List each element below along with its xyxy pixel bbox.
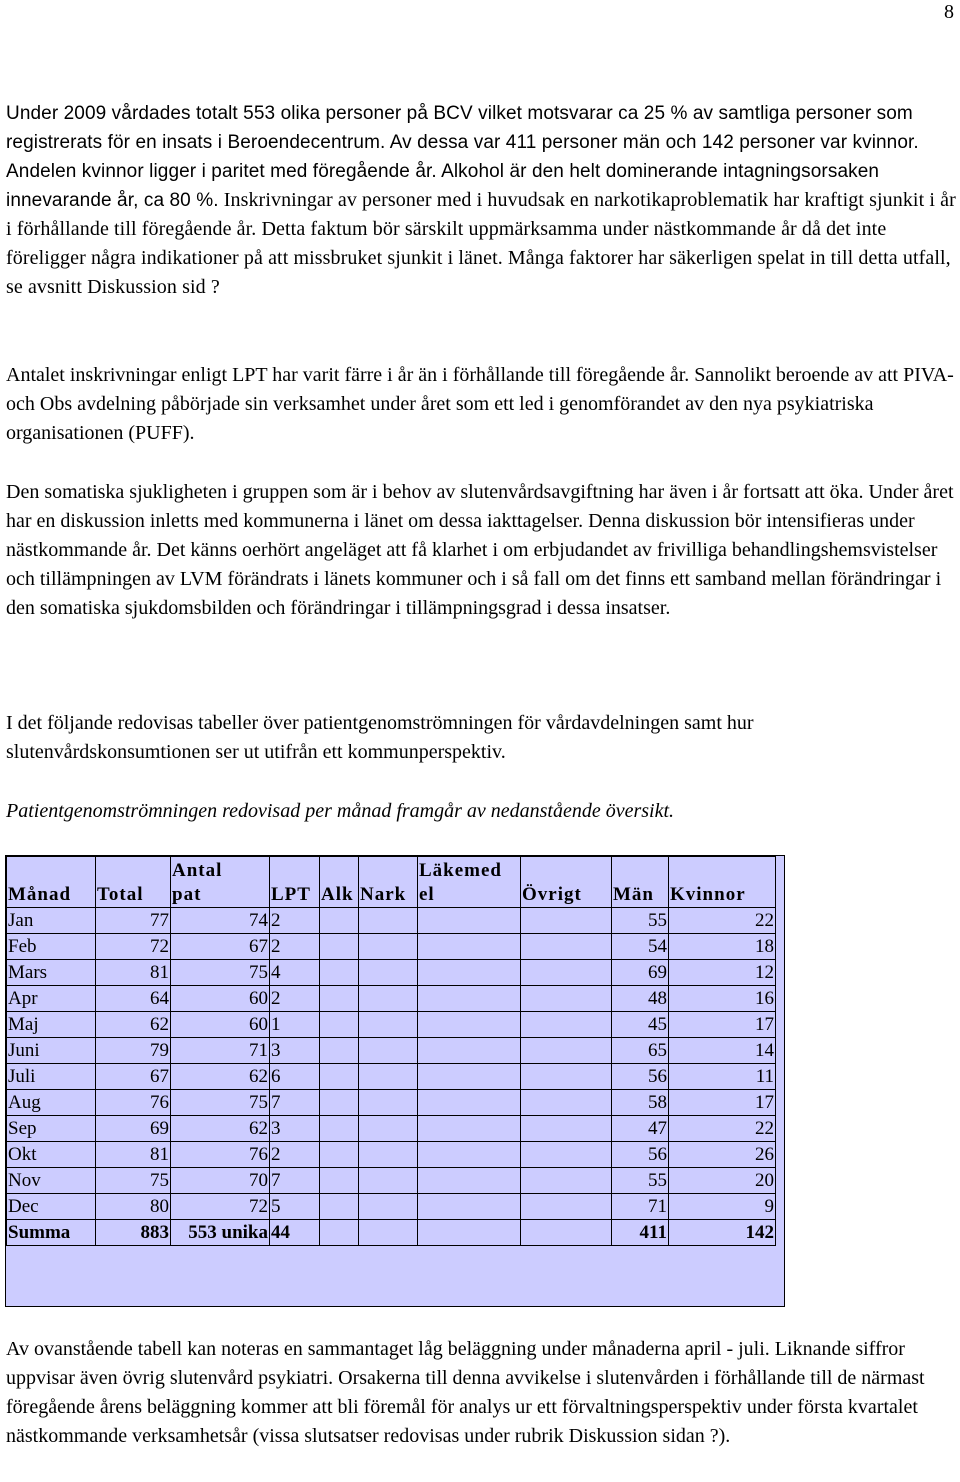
cell-antal-pat: 74 <box>171 908 270 934</box>
paragraph-bcv-summary-part2: Inskrivningar av personer med i huvudsak en narkotikaproblematik har kraftigt sjunkit i år i förhållande till föregående år. Detta faktum bör särskilt uppmärksamma under nästkommande år då det inte föreligger några indikationer på att missbruket sjunkit i länet. Många faktorer har säkerligen spelat in till detta utfall, se avsnitt Diskussion sid ? <box>6 189 956 298</box>
cell-nark <box>359 1064 418 1090</box>
table-row <box>7 908 776 934</box>
cell-antal-pat: 60 <box>171 1012 270 1038</box>
cell-lpt: 5 <box>270 1194 320 1220</box>
table-row <box>7 960 776 986</box>
cell-total: 79 <box>96 1038 171 1064</box>
cell-lpt: 2 <box>270 986 320 1012</box>
cell-month: Juni <box>7 1038 96 1064</box>
cell-ovrigt <box>521 934 612 960</box>
cell-total: 67 <box>96 1064 171 1090</box>
table-row <box>7 1168 776 1194</box>
header-kvinnor: Kvinnor <box>669 857 776 908</box>
cell-kvinnor: 20 <box>669 1168 776 1194</box>
cell-nark <box>359 1168 418 1194</box>
cell-lpt: 4 <box>270 960 320 986</box>
cell-lakemedel <box>418 934 521 960</box>
cell-antal-pat: 72 <box>171 1194 270 1220</box>
cell-total: 81 <box>96 1142 171 1168</box>
cell-alk <box>320 986 359 1012</box>
cell-alk <box>320 1012 359 1038</box>
table-row <box>7 1064 776 1090</box>
cell-antal-pat: 67 <box>171 934 270 960</box>
cell-month: Mars <box>7 960 96 986</box>
cell-kvinnor: 22 <box>669 908 776 934</box>
paragraph-somatic: Den somatiska sjukligheten i gruppen som är i behov av slutenvårdsavgiftning har även i år fortsatt att öka. Under året har en diskussion inletts med kommunerna i länet om dessa iakttagelser. Denna diskussion bör intensifieras under nästkommande år. Det känns oerhört angeläget att få klarhet i om erbjudandet av frivilliga behandlingshemsvistelser och tillämpningen av LVM förändrats i länets kommuner och i så fall om det finns ett samband mellan förändringar i den somatiska sjukdomsbilden och förändringar i tillämpningsgrad i dessa insatser. <box>6 481 954 619</box>
cell-lakemedel <box>418 1038 521 1064</box>
cell-man: 54 <box>612 934 669 960</box>
cell-month: Feb <box>7 934 96 960</box>
table-body <box>7 908 776 1246</box>
cell-man: 56 <box>612 1142 669 1168</box>
cell-ovrigt <box>521 1038 612 1064</box>
cell-total: 64 <box>96 986 171 1012</box>
header-nark: Nark <box>359 857 418 908</box>
cell-alk <box>320 1090 359 1116</box>
cell-lakemedel <box>418 1064 521 1090</box>
cell-month: Jan <box>7 908 96 934</box>
cell-man: 58 <box>612 1090 669 1116</box>
cell-antal-pat: 71 <box>171 1038 270 1064</box>
paragraph-analysis: Av ovanstående tabell kan noteras en sammantaget låg beläggning under månaderna april - juli. Liknande siffror uppvisar även övrig slutenvård psykiatri. Orsakerna till denna avvikelse i slutenvården i förhållande till de närmast föregående årens beläggning kommer att bli föremål för analys ur ett förvaltningsperspektiv under första kvartalet nästkommande verksamhetsår (vissa slutsatser redovisas under rubrik Diskussion sidan ?). <box>6 1338 925 1447</box>
paragraph-tables-intro: I det följande redovisas tabeller över patientgenomströmningen för vårdavdelningen samt hur slutenvårdskonsumtionen ser ut utifrån ett kommunperspektiv. <box>6 712 754 763</box>
cell-lpt: 3 <box>270 1038 320 1064</box>
cell-alk <box>320 1220 359 1246</box>
cell-lakemedel <box>418 1116 521 1142</box>
cell-kvinnor: 18 <box>669 934 776 960</box>
cell-lakemedel <box>418 1168 521 1194</box>
table-row <box>7 1012 776 1038</box>
cell-nark <box>359 934 418 960</box>
header-lakemedel-line1: Läkemed <box>419 860 502 881</box>
cell-antal-pat: 553 unika <box>171 1220 270 1246</box>
cell-ovrigt <box>521 1194 612 1220</box>
cell-lakemedel <box>418 1220 521 1246</box>
header-alk: Alk <box>320 857 359 908</box>
cell-kvinnor: 9 <box>669 1194 776 1220</box>
cell-antal-pat: 75 <box>171 1090 270 1116</box>
cell-lpt: 44 <box>270 1220 320 1246</box>
cell-ovrigt <box>521 1064 612 1090</box>
cell-antal-pat: 76 <box>171 1142 270 1168</box>
cell-lpt: 1 <box>270 1012 320 1038</box>
cell-alk <box>320 1168 359 1194</box>
cell-alk <box>320 934 359 960</box>
cell-antal-pat: 62 <box>171 1116 270 1142</box>
cell-lakemedel <box>418 908 521 934</box>
table-row <box>7 1194 776 1220</box>
patient-flow-table <box>6 856 776 1246</box>
cell-man: 69 <box>612 960 669 986</box>
cell-ovrigt <box>521 1220 612 1246</box>
cell-kvinnor: 16 <box>669 986 776 1012</box>
cell-man: 55 <box>612 1168 669 1194</box>
cell-nark <box>359 1116 418 1142</box>
cell-man: 45 <box>612 1012 669 1038</box>
cell-total: 62 <box>96 1012 171 1038</box>
paragraph-lpt: Antalet inskrivningar enligt LPT har varit färre i år än i förhållande till föregående år. Sannolikt beroende av att PIVA- och Obs avdelning påbörjade sin verksamhet under året som ett led i genomförandet av den nya psykiatriska organisationen (PUFF). <box>6 364 954 444</box>
cell-nark <box>359 1038 418 1064</box>
cell-total: 80 <box>96 1194 171 1220</box>
cell-month: Apr <box>7 986 96 1012</box>
cell-nark <box>359 960 418 986</box>
cell-ovrigt <box>521 1168 612 1194</box>
cell-kvinnor: 14 <box>669 1038 776 1064</box>
cell-month: Dec <box>7 1194 96 1220</box>
cell-nark <box>359 986 418 1012</box>
cell-total: 75 <box>96 1168 171 1194</box>
cell-lpt: 7 <box>270 1168 320 1194</box>
cell-alk <box>320 1064 359 1090</box>
cell-man: 48 <box>612 986 669 1012</box>
header-man: Män <box>612 857 669 908</box>
cell-kvinnor: 26 <box>669 1142 776 1168</box>
cell-lpt: 2 <box>270 934 320 960</box>
cell-ovrigt <box>521 1142 612 1168</box>
cell-kvinnor: 142 <box>669 1220 776 1246</box>
cell-antal-pat: 60 <box>171 986 270 1012</box>
cell-man: 71 <box>612 1194 669 1220</box>
cell-ovrigt <box>521 960 612 986</box>
cell-ovrigt <box>521 1090 612 1116</box>
cell-man: 47 <box>612 1116 669 1142</box>
table-row <box>7 986 776 1012</box>
cell-nark <box>359 1220 418 1246</box>
table-row <box>7 1116 776 1142</box>
paragraph-bcv-summary <box>6 99 956 302</box>
cell-alk <box>320 1142 359 1168</box>
cell-ovrigt <box>521 986 612 1012</box>
cell-nark <box>359 908 418 934</box>
cell-kvinnor: 11 <box>669 1064 776 1090</box>
cell-antal-pat: 75 <box>171 960 270 986</box>
cell-total: 76 <box>96 1090 171 1116</box>
header-antal-pat <box>171 857 270 908</box>
cell-month: Maj <box>7 1012 96 1038</box>
header-lakemedel-line2: el <box>419 884 435 905</box>
cell-kvinnor: 17 <box>669 1090 776 1116</box>
cell-total: 81 <box>96 960 171 986</box>
header-manad: Månad <box>7 857 96 908</box>
cell-month: Juli <box>7 1064 96 1090</box>
table-row <box>7 1142 776 1168</box>
cell-lakemedel <box>418 960 521 986</box>
patient-flow-table-container <box>5 855 785 1307</box>
page-number: 8 <box>944 1 954 23</box>
cell-man: 55 <box>612 908 669 934</box>
header-lpt: LPT <box>270 857 320 908</box>
cell-lakemedel <box>418 1142 521 1168</box>
cell-month: Aug <box>7 1090 96 1116</box>
cell-month: Okt <box>7 1142 96 1168</box>
paragraph-bcv-summary-part1: Under 2009 vårdades totalt 553 olika personer på BCV vilket motsvarar ca 25 % av samtliga personer som registrerats för en insats i Beroendecentrum. Av dessa var 411 personer män och 142 personer var kvinnor. Andelen kvinnor ligger i paritet med föregående år. Alkohol är den helt dominerande intagningsorsaken innevarande år, ca 80 %. <box>6 103 919 211</box>
cell-ovrigt <box>521 1116 612 1142</box>
table-sum-row <box>7 1220 776 1246</box>
cell-man: 56 <box>612 1064 669 1090</box>
cell-alk <box>320 1194 359 1220</box>
table-row <box>7 934 776 960</box>
cell-total: 72 <box>96 934 171 960</box>
cell-lpt: 2 <box>270 1142 320 1168</box>
table-row <box>7 1090 776 1116</box>
cell-lpt: 7 <box>270 1090 320 1116</box>
cell-month: Sep <box>7 1116 96 1142</box>
cell-man: 65 <box>612 1038 669 1064</box>
cell-lpt: 2 <box>270 908 320 934</box>
table-header-row <box>7 857 776 908</box>
cell-ovrigt <box>521 1012 612 1038</box>
cell-alk <box>320 1038 359 1064</box>
cell-lakemedel <box>418 1090 521 1116</box>
cell-man: 411 <box>612 1220 669 1246</box>
cell-kvinnor: 12 <box>669 960 776 986</box>
header-antal-line2: pat <box>172 884 202 905</box>
table-row <box>7 1038 776 1064</box>
cell-kvinnor: 17 <box>669 1012 776 1038</box>
cell-lpt: 6 <box>270 1064 320 1090</box>
cell-alk <box>320 960 359 986</box>
cell-month: Summa <box>7 1220 96 1246</box>
cell-lakemedel <box>418 1012 521 1038</box>
cell-ovrigt <box>521 908 612 934</box>
cell-alk <box>320 1116 359 1142</box>
cell-nark <box>359 1090 418 1116</box>
cell-lakemedel <box>418 1194 521 1220</box>
cell-kvinnor: 22 <box>669 1116 776 1142</box>
cell-antal-pat: 62 <box>171 1064 270 1090</box>
cell-lpt: 3 <box>270 1116 320 1142</box>
cell-total: 69 <box>96 1116 171 1142</box>
cell-month: Nov <box>7 1168 96 1194</box>
table-caption: Patientgenomströmningen redovisad per månad framgår av nedanstående översikt. <box>6 800 675 822</box>
cell-alk <box>320 908 359 934</box>
cell-nark <box>359 1194 418 1220</box>
header-antal-line1: Antal <box>172 860 223 881</box>
header-total: Total <box>96 857 171 908</box>
cell-nark <box>359 1012 418 1038</box>
cell-total: 883 <box>96 1220 171 1246</box>
cell-total: 77 <box>96 908 171 934</box>
header-ovrigt: Övrigt <box>521 857 612 908</box>
cell-nark <box>359 1142 418 1168</box>
cell-antal-pat: 70 <box>171 1168 270 1194</box>
cell-lakemedel <box>418 986 521 1012</box>
header-lakemedel <box>418 857 521 908</box>
